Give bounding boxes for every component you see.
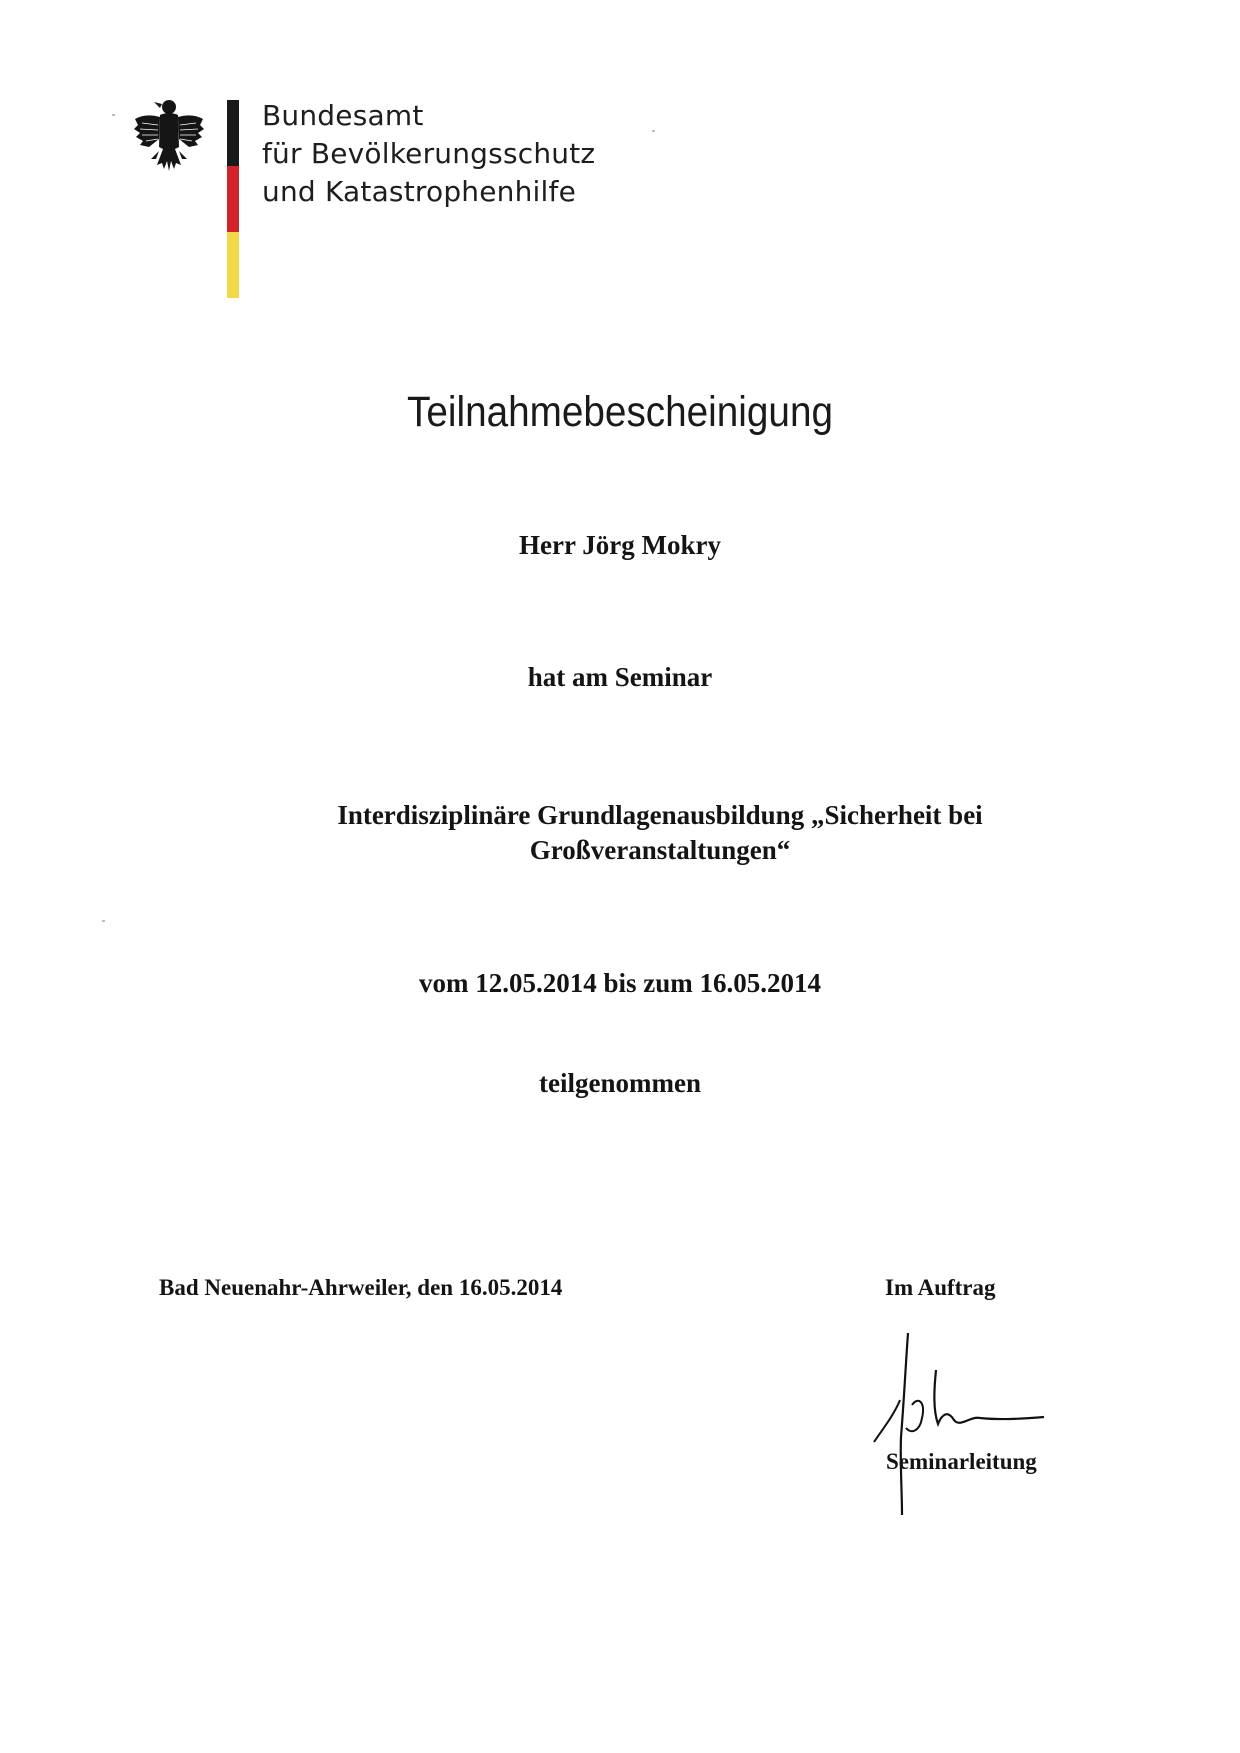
participant-name: Herr Jörg Mokry <box>519 530 721 560</box>
lead-in-text: hat am Seminar <box>527 662 713 692</box>
flag-gold-segment <box>227 232 239 298</box>
org-line-1: Bundesamt <box>262 99 424 132</box>
flag-black-segment <box>227 100 239 166</box>
flag-color-bar <box>227 100 239 298</box>
place-and-date: Bad Neuenahr-Ahrweiler, den 16.05.2014 <box>159 1275 563 1300</box>
scan-speck <box>112 114 115 116</box>
org-line-3: und Katastrophenhilfe <box>262 175 577 208</box>
date-range: vom 12.05.2014 bis zum 16.05.2014 <box>418 968 821 998</box>
scan-speck <box>102 920 105 922</box>
scan-speck <box>652 130 655 132</box>
closing-text: teilgenommen <box>539 1068 701 1098</box>
signature <box>860 1330 1060 1520</box>
org-line-2: für Bevölkerungsschutz <box>262 137 596 170</box>
certificate-title: Teilnahmebescheinigung <box>406 388 834 436</box>
authority-text: Im Auftrag <box>885 1275 996 1300</box>
seminar-title: Interdisziplinäre Grundlagenausbildung „Sicherheit bei Großveranstaltungen“ <box>337 800 983 865</box>
organization-name <box>262 97 595 211</box>
federal-eagle-icon <box>132 95 206 175</box>
flag-red-segment <box>227 166 239 232</box>
signature-label: Seminarleitung <box>886 1449 1037 1474</box>
